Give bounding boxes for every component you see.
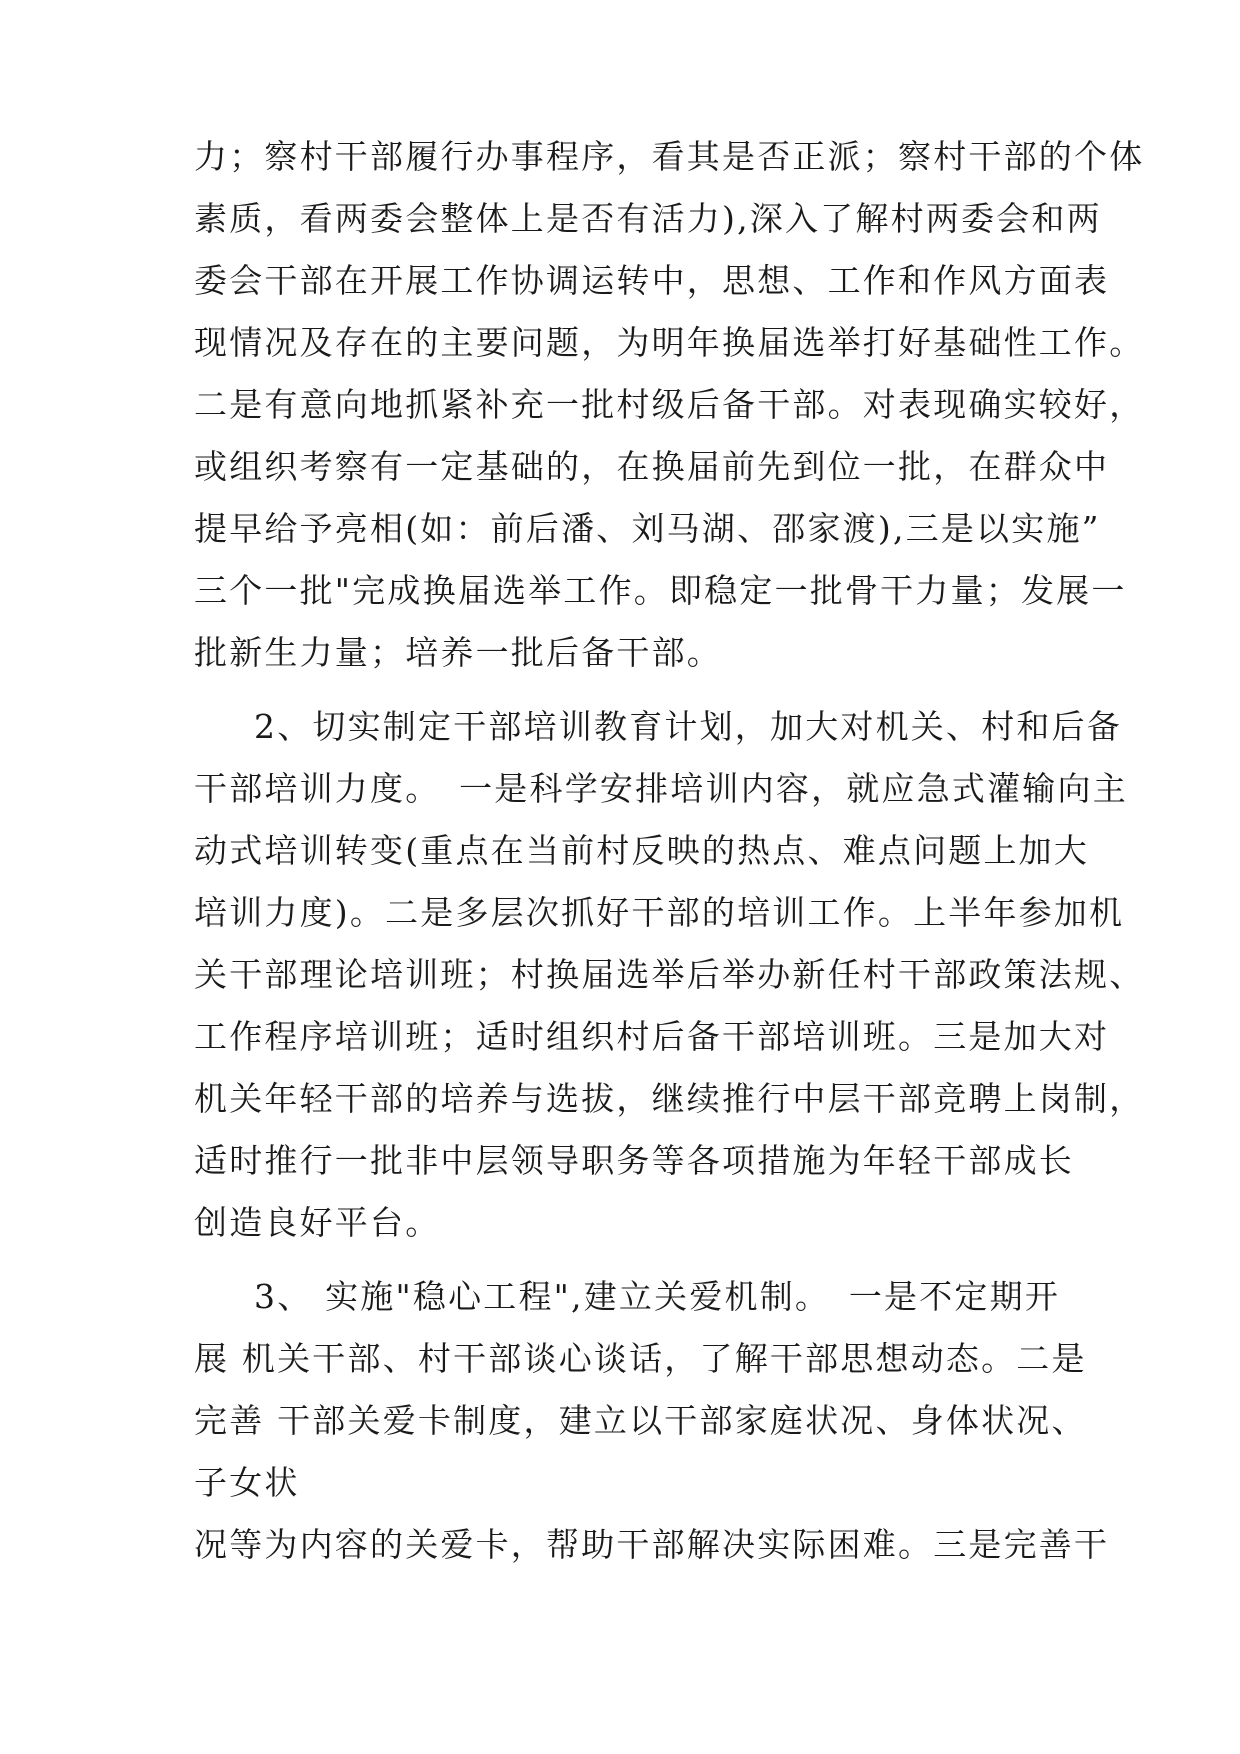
text-line: 子女状	[194, 1463, 300, 1502]
text-line: 干部培训力度。 一是科学安排培训内容，就应急式灌输向主	[194, 769, 1128, 808]
body-text	[194, 126, 1145, 1576]
text-line: 动式培训转变(重点在当前村反映的热点、难点问题上加大	[194, 831, 1090, 870]
text-line: 力；察村干部履行办事程序，看其是否正派；察村干部的个体	[194, 137, 1145, 176]
text-line: 提早给予亮相(如：前后潘、刘马湖、邵家渡),三是以实施”	[194, 509, 1101, 548]
text-line: 二是有意向地抓紧补充一批村级后备干部。对表现确实较好，	[194, 385, 1145, 424]
text-line: 现情况及存在的主要问题，为明年换届选举打好基础性工作。	[194, 323, 1145, 362]
text-line: 批新生力量；培养一批后备干部。	[194, 633, 722, 672]
text-line: 关干部理论培训班；村换届选举后举办新任村干部政策法规、	[194, 955, 1145, 994]
paragraph-3-first-line: 3、 实施"稳心工程",建立关爱机制。 一是不定期开	[254, 1277, 1061, 1316]
text-line: 适时推行一批非中层领导职务等各项措施为年轻干部成长	[194, 1141, 1074, 1180]
text-line: 创造良好平台。	[194, 1203, 441, 1242]
text-line: 三个一批"完成换届选举工作。即稳定一批骨干力量；发展一	[194, 571, 1127, 610]
text-line: 况等为内容的关爱卡，帮助干部解决实际困难。三是完善干	[194, 1525, 1110, 1564]
text-line: 工作程序培训班；适时组织村后备干部培训班。三是加大对	[194, 1017, 1110, 1056]
paragraph-2-first-line: 2、切实制定干部培训教育计划，加大对机关、村和后备	[254, 707, 1122, 746]
text-line: 委会干部在开展工作协调运转中，思想、工作和作风方面表	[194, 261, 1110, 300]
text-line: 完善 干部关爱卡制度，建立以干部家庭状况、身体状况、	[194, 1401, 1087, 1440]
text-line: 机关年轻干部的培养与选拔，继续推行中层干部竞聘上岗制，	[194, 1079, 1145, 1118]
text-line: 展 机关干部、村干部谈心谈话，了解干部思想动态。二是	[194, 1339, 1087, 1378]
text-line: 素质，看两委会整体上是否有活力),深入了解村两委会和两	[194, 199, 1102, 238]
text-line: 或组织考察有一定基础的，在换届前先到位一批，在群众中	[194, 447, 1110, 486]
text-line: 培训力度)。二是多层次抓好干部的培训工作。上半年参加机	[194, 893, 1125, 932]
